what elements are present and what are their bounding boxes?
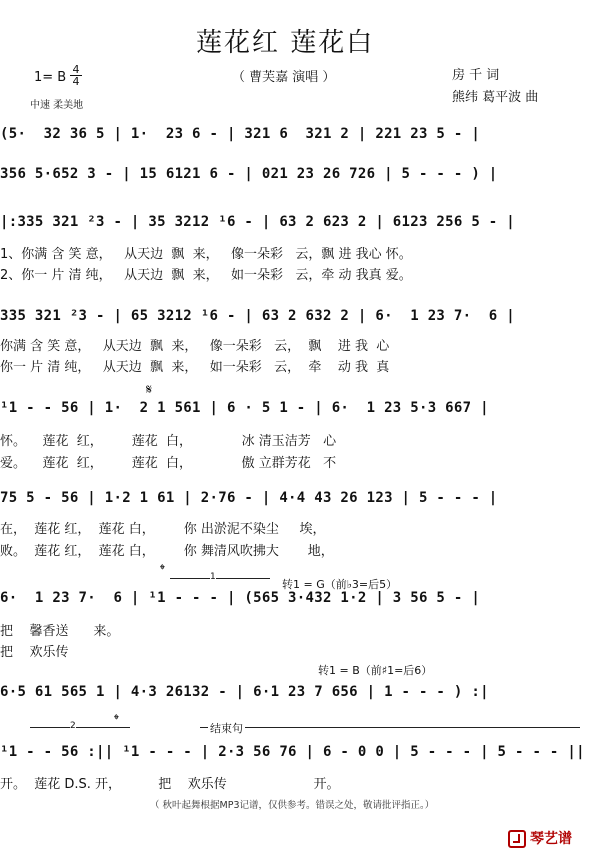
volta-1-label: 1 xyxy=(210,572,216,582)
site-logo xyxy=(508,828,572,848)
coda-icon: 𝄌 xyxy=(160,562,165,578)
time-denominator: 4 xyxy=(72,75,80,88)
score-row-6: 75 5 - 56 | 1·2 1 61 | 2·76 - | 4·4 43 26 123 | 5 - - - | xyxy=(0,490,498,506)
lyric-row-5-verse-2: 爱。 莲花 红， 莲花 白， 傲 立群芳花 不 xyxy=(0,456,337,471)
score-row-5: ¹1 - - 56 | 1· 2 1 561 | 6 · 5 1 - | 6· 1 23 5·3 667 | xyxy=(0,400,489,416)
lyric-row-7-verse-1: 把 馨香送 来。 xyxy=(0,624,120,639)
site-logo-text: 琴艺谱 xyxy=(530,831,572,847)
lyric-row-4-verse-2: 你一 片 清 纯， 从天边 飘 来， 如一朵彩 云， 牵 动 我 真 xyxy=(0,360,390,375)
lyric-row-7-verse-2: 把 欢乐传 xyxy=(0,645,69,660)
singer-credit: （ 曹芙嘉 演唱 ） xyxy=(232,70,336,85)
score-row-2: 356 5·652 3 - | 15 6121 6 - | 021 23 26 726 | 5 - - - ) | xyxy=(0,166,498,182)
score-row-4: 335 321 ²3 - | 65 3212 ¹6 - | 63 2 632 2 | 6· 1 23 7· 6 | xyxy=(0,308,515,324)
key-label: 1= B xyxy=(34,70,67,85)
transcription-note: （ 秋叶起舞根据MP3记谱，仅供参考。错误之处，敬请批评指正。） xyxy=(150,800,435,811)
ending-line xyxy=(200,727,580,728)
score-row-1: (5· 32 36 5 | 1· 23 6 - | 321 6 321 2 | 221 23 5 - | xyxy=(0,126,481,142)
score-row-3: |:335 321 ²3 - | 35 3212 ¹6 - | 63 2 623 2 | 6123 256 5 - | xyxy=(0,214,515,230)
key-signature xyxy=(34,70,66,85)
music-logo-icon xyxy=(508,830,526,848)
song-title: 莲花红 莲花白 xyxy=(196,28,375,58)
time-signature xyxy=(70,64,82,87)
lyric-row-6-verse-2: 败。 莲花 红， 莲花 白， 你 舞清风吹拂大 地， xyxy=(0,544,334,559)
modulation-to-b: 转1 = B（前♯1=后6） xyxy=(318,664,433,677)
score-row-8: 6·5 61 565 1 | 4·3 26132 - | 6·1 23 7 656 | 1 - - - ) :| xyxy=(0,684,489,700)
composer-credit: 熊纬 葛平波 曲 xyxy=(452,90,539,105)
lyric-row-3-verse-1: 1、你满 含 笑 意， 从天边 飘 来， 像一朵彩 云，飘 进 我心 怀。 xyxy=(0,247,412,262)
volta-1-line xyxy=(170,578,270,579)
lyric-row-3-verse-2: 2、你一 片 清 纯， 从天边 飘 来， 如一朵彩 云，牵 动 我真 爱。 xyxy=(0,268,412,283)
volta-2-label: 2 xyxy=(70,721,76,731)
modulation-to-g: 转1 = G（前♭3=后5） xyxy=(282,578,398,591)
ending-label: 结束句 xyxy=(210,722,243,735)
lyric-row-6-verse-1: 在， 莲花 红， 莲花 白， 你 出淤泥不染尘 埃， xyxy=(0,522,326,537)
lyric-row-5-verse-1: 怀。 莲花 红， 莲花 白， 冰 清玉洁芳 心 xyxy=(0,434,337,449)
lyricist-credit: 房 千 词 xyxy=(452,68,500,83)
time-numerator: 4 xyxy=(72,63,80,76)
score-row-7: 6· 1 23 7· 6 | ¹1 - - - | (565 3·432 1·2 | 3 56 5 - | xyxy=(0,590,481,606)
lyric-row-9: 开。 莲花 D.S. 开， 把 欢乐传 开。 xyxy=(0,777,340,792)
score-row-9: ¹1 - - 56 :|| ¹1 - - - | 2·3 56 76 | 6 - 0 0 | 5 - - - | 5 - - - || xyxy=(0,744,585,760)
lyric-row-4-verse-1: 你满 含 笑 意， 从天边 飘 来， 像一朵彩 云， 飘 进 我 心 xyxy=(0,339,390,354)
coda-icon-2: 𝄌 xyxy=(114,712,119,728)
tempo-marking: 中速 柔美地 xyxy=(30,100,84,111)
segno-icon: 𝄋 xyxy=(146,382,153,398)
